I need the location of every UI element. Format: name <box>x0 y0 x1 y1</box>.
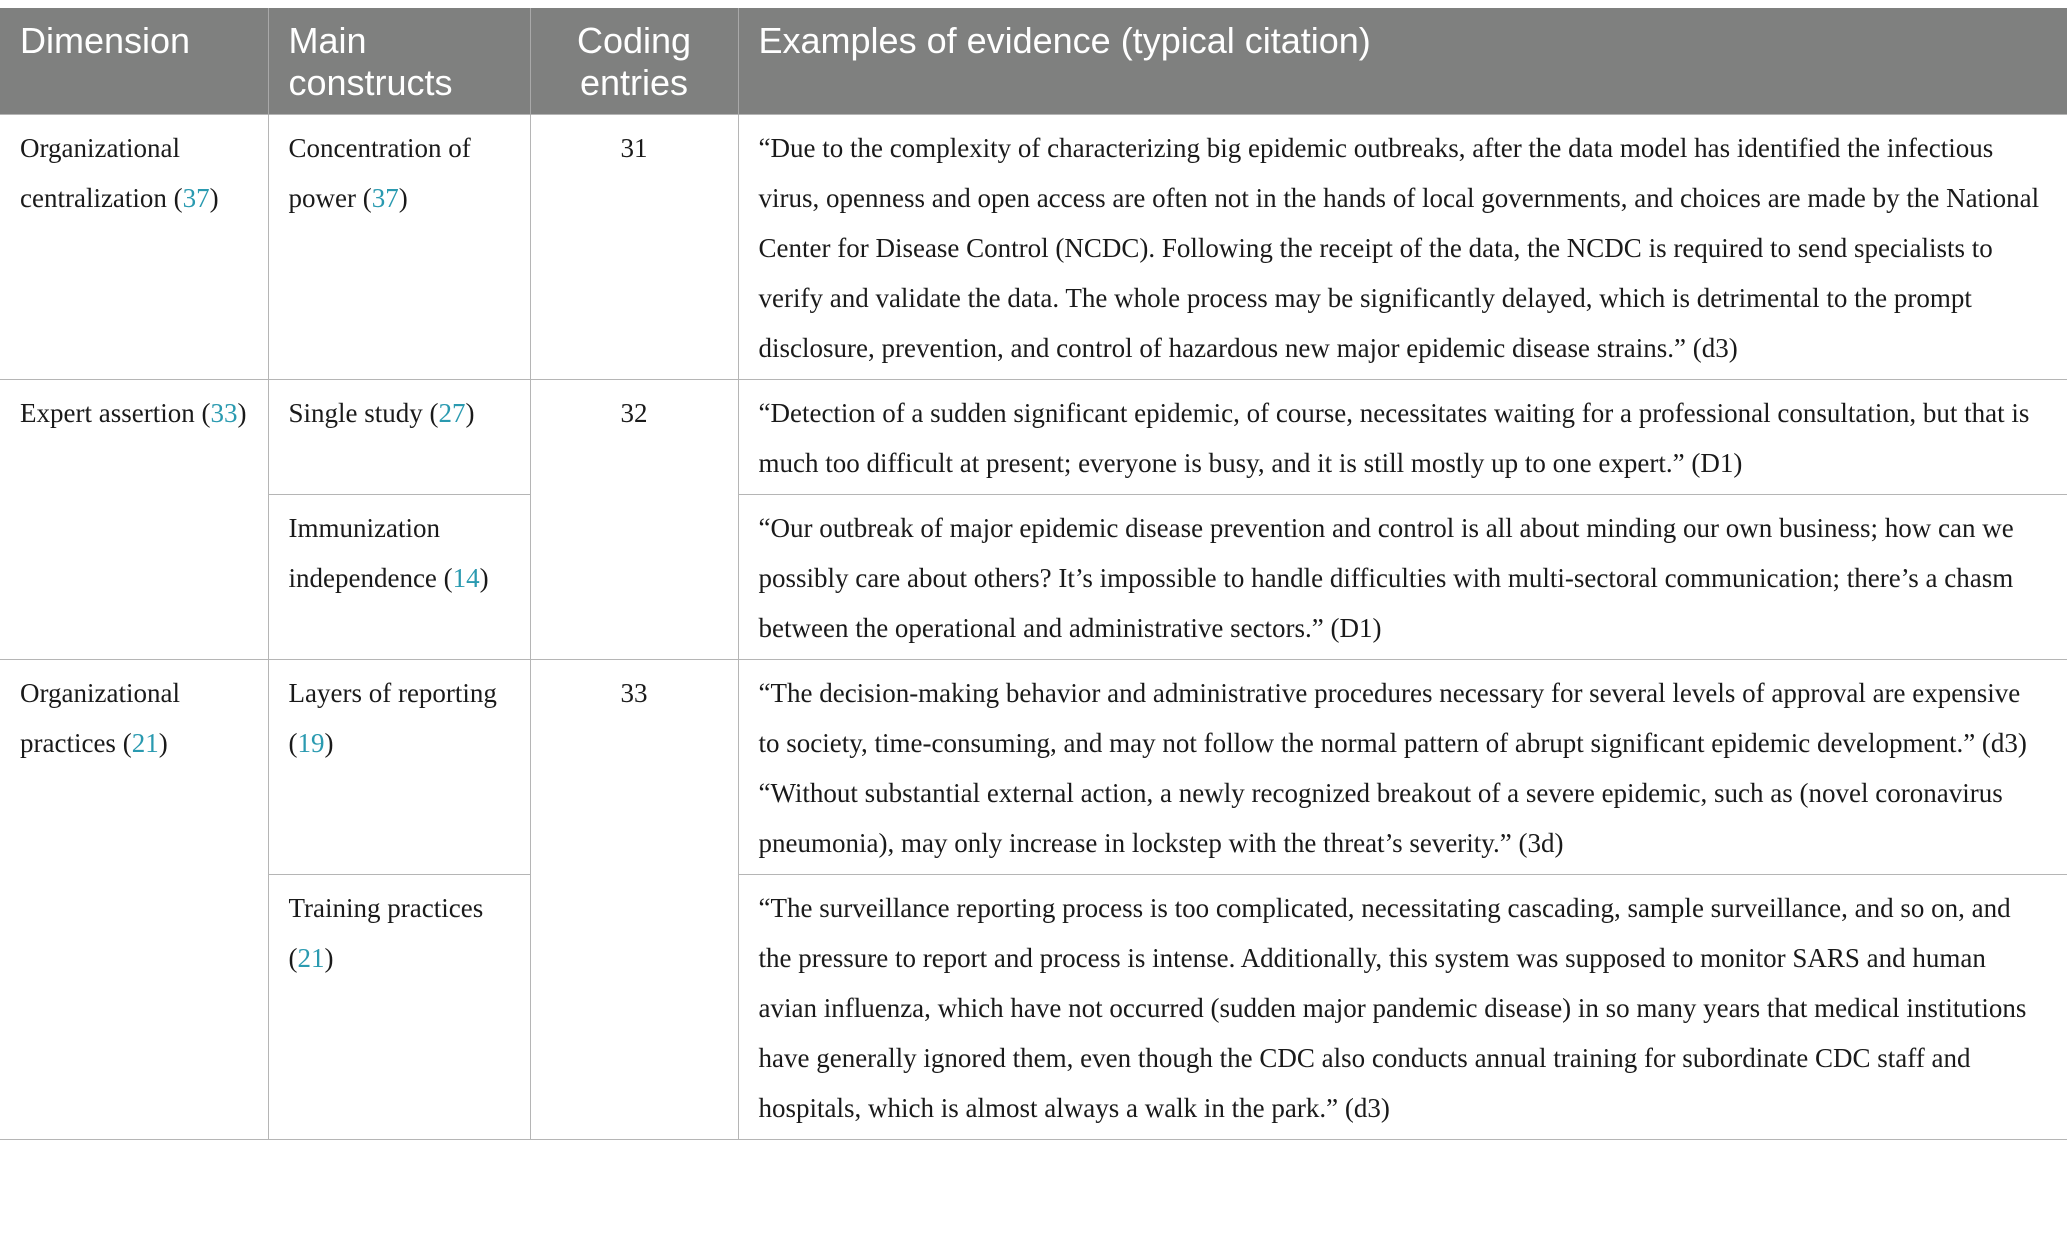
evidence-cell <box>738 660 2067 875</box>
construct-cell: Concentration of power (37) <box>268 115 530 380</box>
construct-label: Immunization independence <box>288 513 440 593</box>
citation-link[interactable]: 37 <box>371 183 399 213</box>
citation-link[interactable]: 33 <box>210 398 238 428</box>
evidence-quote: “The decision-making behavior and administrative procedures necessary for several levels of approval are expensive to society, time-consuming, and may not follow the normal pattern of abrupt significant epidemic development.” (d3) <box>758 678 2027 758</box>
header-row <box>0 8 2067 115</box>
citation-link[interactable]: 19 <box>297 728 325 758</box>
header-coding-entries: Coding entries <box>530 8 738 115</box>
citation-link[interactable]: 21 <box>297 943 325 973</box>
evidence-cell <box>738 115 2067 380</box>
citation-link[interactable]: 27 <box>438 398 466 428</box>
header-main-constructs: Main constructs <box>268 8 530 115</box>
evidence-cell <box>738 875 2067 1140</box>
coding-entries-cell: 33 <box>530 660 738 1140</box>
dimension-cell: Organizational practices (21) <box>0 660 268 1140</box>
table-row <box>0 115 2067 380</box>
header-dimension: Dimension <box>0 8 268 115</box>
citation-link[interactable]: 37 <box>182 183 210 213</box>
evidence-cell <box>738 495 2067 660</box>
dimension-label: Organizational centralization <box>20 133 180 213</box>
construct-cell: Layers of reporting (19) <box>268 660 530 875</box>
evidence-cell <box>738 380 2067 495</box>
table-row <box>0 380 2067 495</box>
construct-label: Single study <box>288 398 423 428</box>
evidence-table <box>0 8 2067 1140</box>
construct-label: Training practices <box>288 893 484 923</box>
dimension-label: Organizational practices <box>20 678 180 758</box>
evidence-quote: “Detection of a sudden significant epidemic, of course, necessitates waiting for a professional consultation, but that is much too difficult at present; everyone is busy, and it is still mostly up to one expert.” (D1) <box>758 398 2030 478</box>
coding-entries-cell: 31 <box>530 115 738 380</box>
construct-label: Layers of reporting <box>288 678 497 708</box>
evidence-quote: “Due to the complexity of characterizing big epidemic outbreaks, after the data model has identified the infectious virus, openness and open access are often not in the hands of local governments, and choices are made by the National Center for Disease Control (NCDC). Following the receipt of the data, the NCDC is required to send specialists to verify and validate the data. The whole process may be significantly delayed, which is detrimental to the prompt disclosure, prevention, and control of hazardous new major epidemic disease strains.” (d3) <box>758 133 2040 363</box>
construct-cell: Immunization independence (14) <box>268 495 530 660</box>
evidence-quote: “The surveillance reporting process is too complicated, necessitating cascading, sample surveillance, and so on, and the pressure to report and process is intense. Additionally, this system was supposed to monitor SARS and human avian influenza, which have not occurred (sudden major pandemic disease) in so many years that medical institutions have generally ignored them, even though the CDC also conducts annual training for subordinate CDC staff and hospitals, which is almost always a walk in the park.” (d3) <box>758 893 2027 1123</box>
coding-entries-cell: 32 <box>530 380 738 660</box>
construct-cell: Single study (27) <box>268 380 530 495</box>
table-row <box>0 495 2067 660</box>
table-row <box>0 660 2067 875</box>
citation-link[interactable]: 21 <box>131 728 159 758</box>
construct-cell: Training practices (21) <box>268 875 530 1140</box>
table-row <box>0 875 2067 1140</box>
header-examples: Examples of evidence (typical citation) <box>738 8 2067 115</box>
evidence-quote: “Our outbreak of major epidemic disease prevention and control is all about minding our own business; how can we possibly care about others? It’s impossible to handle difficulties with multi-sectoral communication; there’s a chasm between the operational and administrative sectors.” (D1) <box>758 513 2014 643</box>
construct-label: Concentration of power <box>288 133 471 213</box>
citation-link[interactable]: 14 <box>452 563 480 593</box>
dimension-cell: Organizational centralization (37) <box>0 115 268 380</box>
evidence-quote: “Without substantial external action, a newly recognized breakout of a severe epidemic, such as (novel coronavirus pneumonia), may only increase in lockstep with the threat’s severity.” (3d) <box>758 778 2003 858</box>
dimension-label: Expert assertion <box>20 398 195 428</box>
dimension-cell: Expert assertion (33) <box>0 380 268 660</box>
